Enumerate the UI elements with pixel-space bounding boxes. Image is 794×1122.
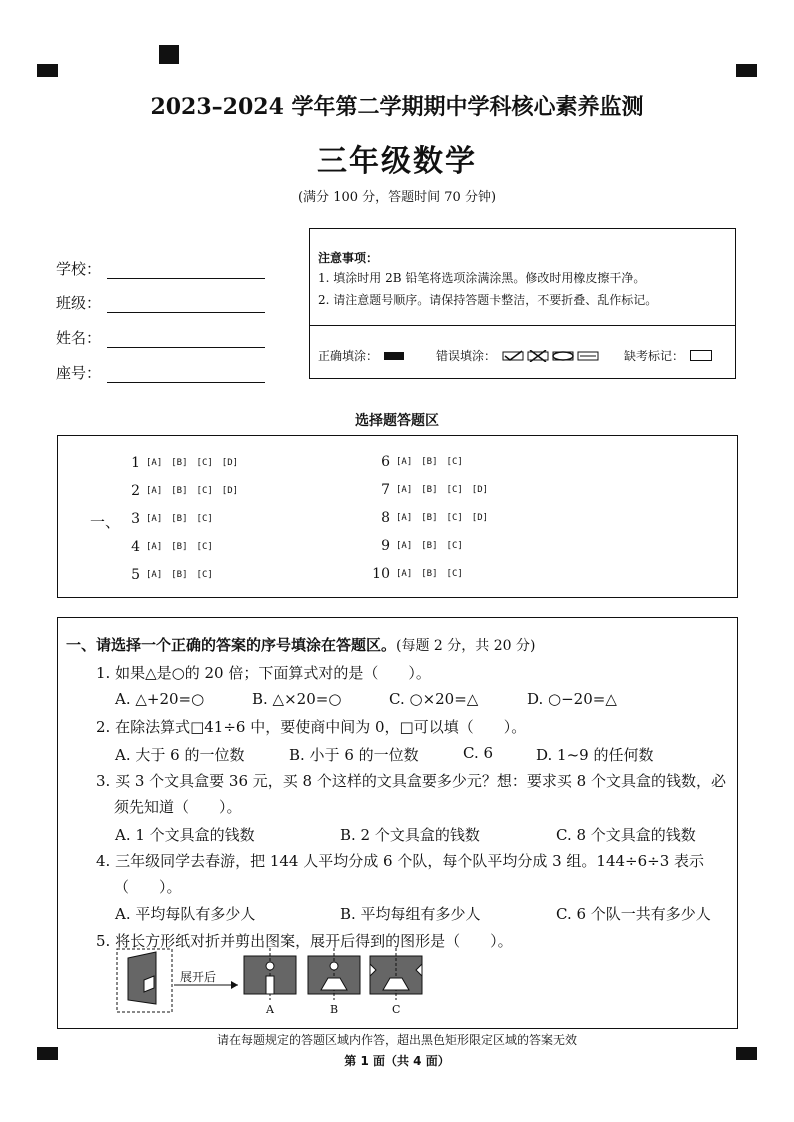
answer-bubble[interactable]: [B] (171, 486, 188, 496)
answer-bubble[interactable]: [C] (196, 570, 213, 580)
answer-bubble[interactable]: [C] (446, 541, 463, 551)
subject-title: 三年级数学 (317, 144, 477, 179)
answer-row: 9 [A] [B] [C] (381, 538, 463, 554)
answer-row: 8 [A] [B] [C] [D] (381, 510, 489, 526)
option: A. 大于 6 的一位数 (115, 746, 245, 764)
answer-bubble[interactable]: [B] (171, 570, 188, 580)
option: B. 平均每组有多少人 (340, 905, 481, 923)
question-3-cont: 须先知道（ ）。 (114, 798, 242, 816)
option: D. 1~9 的任何数 (536, 746, 654, 764)
option: B. 2 个文具盒的钱数 (340, 826, 480, 844)
wrong-fill-samples (502, 350, 602, 362)
answer-bubble[interactable]: [C] (196, 542, 213, 552)
option: A. 1 个文具盒的钱数 (115, 826, 255, 844)
answer-row: 1 [A] [B] [C] [D] (131, 455, 239, 471)
answer-bubble[interactable]: [C] (446, 485, 463, 495)
notice-item: 2. 请注意题号顺序。请保持答题卡整洁，不要折叠、乱作标记。 (318, 293, 658, 307)
seat-field[interactable]: 座号： (56, 362, 265, 383)
answer-bubble[interactable]: [D] (471, 513, 489, 523)
page-number: 第 1 面（共 4 面） (344, 1054, 450, 1068)
answer-bubble[interactable]: [A] (146, 458, 163, 468)
answer-bubble[interactable]: [B] (421, 569, 438, 579)
class-field[interactable]: 班级： (56, 292, 265, 313)
wrong-fill-label: 错误填涂： (436, 349, 497, 363)
question-4-cont: （ ）。 (114, 878, 182, 896)
option: C. 6 个队一共有多少人 (556, 905, 711, 923)
answer-row: 5 [A] [B] [C] (131, 567, 213, 583)
arrow-label: 展开后 (180, 970, 217, 984)
absent-mark-label: 缺考标记： (624, 349, 685, 363)
answer-bubble[interactable]: [C] (196, 514, 213, 524)
answer-bubble[interactable]: [B] (421, 485, 438, 495)
notice-item: 1. 填涂时用 2B 铅笔将选项涂满涂黑。修改时用橡皮擦干净。 (318, 271, 646, 285)
notice-heading: 注意事项： (318, 251, 379, 265)
question-2: 2. 在除法算式□41÷6 中，要使商中间为 0，□可以填（ ）。 (96, 718, 527, 736)
question-4: 4. 三年级同学去春游，把 144 人平均分成 6 个队，每个队平均分成 3 组。144÷6÷3 表示 (96, 852, 705, 870)
answer-bubble[interactable]: [B] (421, 457, 438, 467)
part-label: 一、 (90, 513, 121, 531)
choice-answer-grid (57, 435, 738, 598)
answer-row: 2 [A] [B] [C] [D] (131, 483, 239, 499)
footer-note: 请在每题规定的答题区域内作答，超出黑色矩形限定区域的答案无效 (216, 1033, 577, 1047)
answer-bubble[interactable]: [A] (396, 569, 413, 579)
option: D. ○−20=△ (527, 690, 617, 708)
question-1: 1. 如果△是○的 20 倍；下面算式对的是（ ）。 (96, 664, 431, 682)
answer-bubble[interactable]: [D] (221, 486, 239, 496)
school-field[interactable]: 学校： (56, 258, 265, 279)
notice-box (309, 228, 736, 379)
answer-bubble[interactable]: [B] (171, 542, 188, 552)
answer-bubble[interactable]: [A] (396, 541, 413, 551)
answer-row: 4 [A] [B] [C] (131, 539, 213, 555)
answer-bubble[interactable]: [A] (396, 457, 413, 467)
answer-bubble[interactable]: [B] (421, 541, 438, 551)
answer-row: 3 [A] [B] [C] (131, 511, 213, 527)
answer-bubble[interactable]: [A] (146, 570, 163, 580)
option: B. 小于 6 的一位数 (289, 746, 419, 764)
exam-subtitle: (满分 100 分，答题时间 70 分钟) (297, 190, 497, 205)
section-heading: 一、请选择一个正确的答案的序号填涂在答题区。 (66, 636, 397, 654)
question-3: 3. 买 3 个文具盒要 36 元，买 8 个这样的文具盒要多少元？想：要求买 8 个文具盒的钱数，必 (96, 772, 726, 790)
answer-bubble[interactable]: [A] (146, 486, 163, 496)
answer-row: 7 [A] [B] [C] [D] (381, 482, 489, 498)
registration-mark (159, 45, 179, 64)
figure-label-a: A (266, 1003, 274, 1016)
registration-mark (37, 64, 58, 77)
option: B. △×20=○ (252, 690, 342, 708)
answer-row: 10 [A] [B] [C] (372, 566, 463, 582)
registration-mark (736, 64, 757, 77)
option: C. 6 (463, 744, 494, 762)
answer-row: 6 [A] [B] [C] (381, 454, 463, 470)
correct-fill-label: 正确填涂： (318, 349, 379, 363)
answer-bubble[interactable]: [B] (171, 514, 188, 524)
correct-fill-sample (384, 352, 404, 360)
figure-label-c: C (392, 1003, 401, 1016)
choice-area-label: 选择题答题区 (355, 413, 439, 429)
answer-bubble[interactable]: [C] (446, 569, 463, 579)
answer-bubble[interactable]: [C] (196, 486, 213, 496)
option: C. 8 个文具盒的钱数 (556, 826, 696, 844)
answer-bubble[interactable]: [D] (471, 485, 489, 495)
answer-bubble[interactable]: [C] (446, 457, 463, 467)
answer-bubble[interactable]: [A] (396, 485, 413, 495)
option: A. 平均每队有多少人 (115, 905, 256, 923)
answer-bubble[interactable]: [A] (146, 514, 163, 524)
option: C. ○×20=△ (389, 690, 479, 708)
question-5: 5. 将长方形纸对折并剪出图案，展开后得到的图形是（ ）。 (96, 932, 513, 950)
answer-bubble[interactable]: [C] (446, 513, 463, 523)
figure-label-b: B (330, 1003, 339, 1016)
answer-bubble[interactable]: [A] (146, 542, 163, 552)
answer-bubble[interactable]: [D] (221, 458, 239, 468)
section-score: (每题 2 分，共 20 分) (396, 638, 536, 654)
answer-bubble[interactable]: [B] (171, 458, 188, 468)
option: A. △+20=○ (115, 690, 205, 708)
answer-bubble[interactable]: [B] (421, 513, 438, 523)
name-field[interactable]: 姓名： (56, 327, 265, 348)
exam-title: 2023–2024 学年第二学期期中学科核心素养监测 (150, 94, 644, 120)
answer-bubble[interactable]: [C] (196, 458, 213, 468)
answer-bubble[interactable]: [A] (396, 513, 413, 523)
absent-mark-box[interactable] (690, 350, 712, 361)
